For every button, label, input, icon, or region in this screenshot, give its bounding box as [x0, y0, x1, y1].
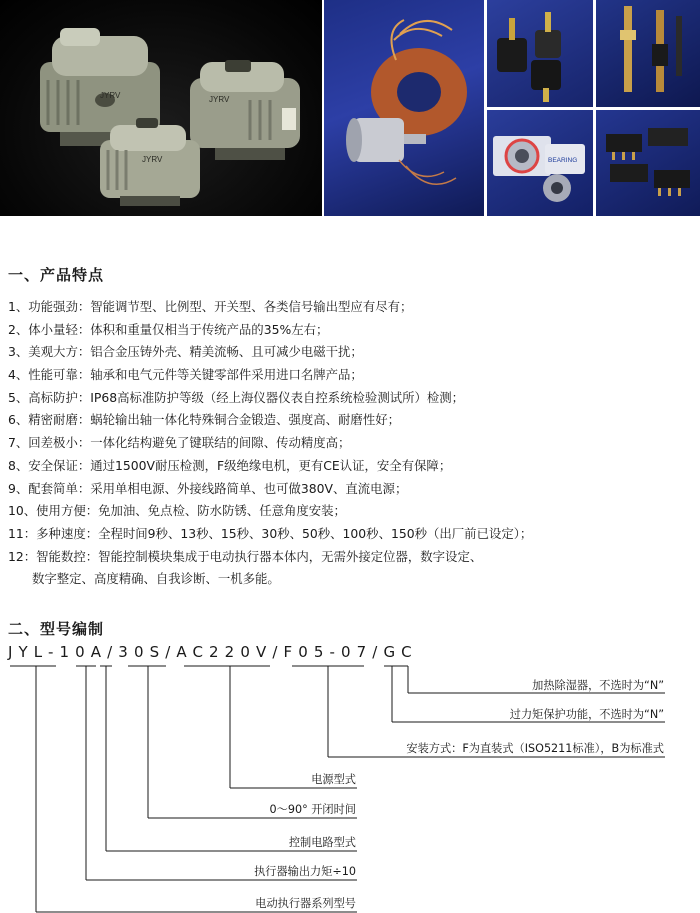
section2-title: 二、型号编制 [8, 620, 105, 638]
label-power: 电源型式 [311, 773, 356, 786]
label-control: 控制电路型式 [288, 836, 356, 849]
feature-item-6: 6、精密耐磨：蜗轮输出轴一体化特殊铜合金锻造、强度高、耐磨性好； [8, 412, 400, 428]
brand-mark-small: JYRV [142, 155, 163, 164]
feature-item-3: 3、美观大方：铝合金压铸外壳、精美流畅、且可减少电磁干扰； [8, 344, 363, 360]
feature-item-12: 12：智能数控：智能控制模块集成于电动执行器本体内，无需外接定位器，数字设定、 [8, 548, 483, 564]
feature-item-11: 11：多种速度：全程时间9秒、13秒、15秒、30秒、50秒、100秒、150秒（出厂前已设定）； [8, 525, 533, 541]
feature-item-1: 1、功能强劲：智能调节型、比例型、开关型、各类信号输出型应有尽有； [8, 299, 413, 314]
brand-mark-large: JYRV [100, 91, 121, 100]
model-code: JYL-10A/30S/AC220V/F05-07/GC [8, 643, 418, 661]
feature-item-8: 8、安全保证：通过1500V耐压检测，F级绝缘电机，更有CE认证，安全有保障； [8, 457, 452, 473]
feature-item-2: 2、体小量轻：体积和重量仅相当于传统产品的35%左右； [8, 321, 329, 337]
bearing-box-text: BEARING [548, 157, 578, 164]
feature-item-10: 10、使用方便：免加油、免点检、防水防锈、任意角度安装； [8, 503, 346, 519]
section1-title: 一、产品特点 [8, 266, 105, 284]
feature-item-5: 5、高标防护：IP68高标准防护等级（经上海仪器仪表自控系统检验测试所）检测； [8, 389, 465, 405]
brand-mark-mid: JYRV [209, 95, 230, 104]
feature-item-4: 4、性能可靠：轴承和电气元件等关键零部件采用进口名牌产品； [8, 367, 363, 383]
label-time: 0～90° 开闭时间 [269, 803, 356, 816]
label-series: 电动执行器系列型号 [255, 897, 356, 910]
label-mounting: 安装方式：F为直装式（ISO5211标准），B为标准式 [406, 742, 664, 755]
feature-item-7: 7、回差极小：一体化结构避免了键联结的间隙、传动精度高； [8, 435, 351, 451]
feature-item-9: 9、配套简单：采用单相电源、外接线路简单、也可做380V、直流电源； [8, 480, 408, 496]
label-torque: 执行器输出力矩÷10 [254, 865, 356, 878]
label-overtorque: 过力矩保护功能，不选时为“N” [509, 708, 664, 721]
label-heater: 加热除湿器，不选时为“N” [532, 679, 664, 692]
feature-item-12-continued: 数字整定、高度精确、自我诊断、一机多能。 [32, 571, 280, 587]
